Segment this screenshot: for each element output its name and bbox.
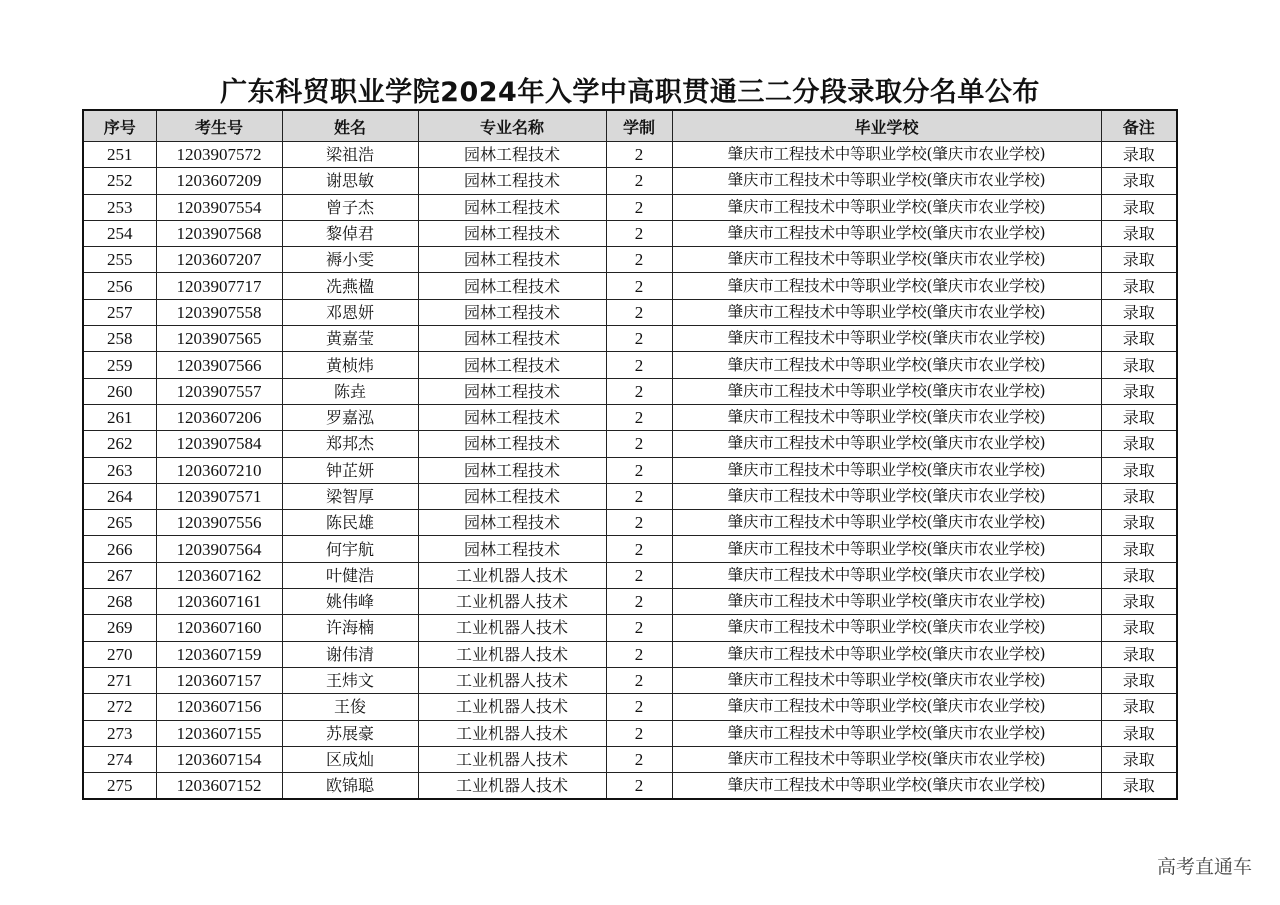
cell-exam-id: 1203607155 [156, 720, 282, 746]
cell-duration: 2 [606, 326, 672, 352]
cell-duration: 2 [606, 299, 672, 325]
cell-duration: 2 [606, 773, 672, 800]
cell-school: 肇庆市工程技术中等职业学校(肇庆市农业学校) [672, 273, 1101, 299]
cell-name: 冼燕楹 [282, 273, 418, 299]
cell-index: 265 [83, 510, 156, 536]
cell-index: 268 [83, 589, 156, 615]
cell-index: 258 [83, 326, 156, 352]
cell-school: 肇庆市工程技术中等职业学校(肇庆市农业学校) [672, 352, 1101, 378]
cell-remark: 录取 [1101, 299, 1177, 325]
cell-school: 肇庆市工程技术中等职业学校(肇庆市农业学校) [672, 483, 1101, 509]
cell-name: 王炜文 [282, 667, 418, 693]
cell-remark: 录取 [1101, 694, 1177, 720]
table-row [83, 667, 1177, 693]
column-header-major: 专业名称 [418, 110, 606, 142]
cell-duration: 2 [606, 589, 672, 615]
column-header-school: 毕业学校 [672, 110, 1101, 142]
cell-remark: 录取 [1101, 615, 1177, 641]
cell-school: 肇庆市工程技术中等职业学校(肇庆市农业学校) [672, 589, 1101, 615]
cell-duration: 2 [606, 168, 672, 194]
cell-exam-id: 1203607210 [156, 457, 282, 483]
cell-name: 曾子杰 [282, 194, 418, 220]
page-title: 广东科贸职业学院2024年入学中高职贯通三二分段录取分名单公布 [220, 77, 1040, 108]
table-row [83, 562, 1177, 588]
cell-name: 谢思敏 [282, 168, 418, 194]
cell-school: 肇庆市工程技术中等职业学校(肇庆市农业学校) [672, 615, 1101, 641]
table-row [83, 694, 1177, 720]
cell-remark: 录取 [1101, 194, 1177, 220]
cell-name: 王俊 [282, 694, 418, 720]
table-row [83, 194, 1177, 220]
cell-name: 区成灿 [282, 746, 418, 772]
cell-duration: 2 [606, 746, 672, 772]
cell-major: 园林工程技术 [418, 247, 606, 273]
cell-school: 肇庆市工程技术中等职业学校(肇庆市农业学校) [672, 510, 1101, 536]
cell-school: 肇庆市工程技术中等职业学校(肇庆市农业学校) [672, 773, 1101, 800]
cell-index: 264 [83, 483, 156, 509]
cell-index: 271 [83, 667, 156, 693]
cell-major: 园林工程技术 [418, 194, 606, 220]
cell-major: 园林工程技术 [418, 457, 606, 483]
cell-exam-id: 1203607206 [156, 404, 282, 430]
cell-index: 267 [83, 562, 156, 588]
cell-exam-id: 1203607157 [156, 667, 282, 693]
cell-school: 肇庆市工程技术中等职业学校(肇庆市农业学校) [672, 378, 1101, 404]
table-row [83, 615, 1177, 641]
cell-exam-id: 1203907572 [156, 142, 282, 168]
cell-exam-id: 1203607159 [156, 641, 282, 667]
cell-duration: 2 [606, 194, 672, 220]
cell-school: 肇庆市工程技术中等职业学校(肇庆市农业学校) [672, 404, 1101, 430]
cell-duration: 2 [606, 352, 672, 378]
cell-remark: 录取 [1101, 352, 1177, 378]
cell-index: 273 [83, 720, 156, 746]
cell-major: 园林工程技术 [418, 142, 606, 168]
cell-remark: 录取 [1101, 562, 1177, 588]
cell-major: 工业机器人技术 [418, 641, 606, 667]
cell-exam-id: 1203907557 [156, 378, 282, 404]
cell-exam-id: 1203907554 [156, 194, 282, 220]
cell-major: 园林工程技术 [418, 352, 606, 378]
cell-major: 园林工程技术 [418, 273, 606, 299]
cell-remark: 录取 [1101, 168, 1177, 194]
cell-name: 梁祖浩 [282, 142, 418, 168]
cell-duration: 2 [606, 667, 672, 693]
cell-name: 何宇航 [282, 536, 418, 562]
cell-exam-id: 1203907564 [156, 536, 282, 562]
cell-duration: 2 [606, 641, 672, 667]
cell-name: 谢伟清 [282, 641, 418, 667]
cell-remark: 录取 [1101, 720, 1177, 746]
cell-remark: 录取 [1101, 273, 1177, 299]
table-header-row [83, 110, 1177, 142]
cell-remark: 录取 [1101, 431, 1177, 457]
cell-duration: 2 [606, 510, 672, 536]
table-row [83, 378, 1177, 404]
cell-remark: 录取 [1101, 220, 1177, 246]
cell-index: 251 [83, 142, 156, 168]
cell-exam-id: 1203907558 [156, 299, 282, 325]
cell-school: 肇庆市工程技术中等职业学校(肇庆市农业学校) [672, 694, 1101, 720]
table-row [83, 299, 1177, 325]
cell-exam-id: 1203607156 [156, 694, 282, 720]
cell-duration: 2 [606, 273, 672, 299]
cell-school: 肇庆市工程技术中等职业学校(肇庆市农业学校) [672, 431, 1101, 457]
column-header-index: 序号 [83, 110, 156, 142]
cell-remark: 录取 [1101, 326, 1177, 352]
table-row [83, 641, 1177, 667]
cell-duration: 2 [606, 562, 672, 588]
cell-duration: 2 [606, 457, 672, 483]
cell-school: 肇庆市工程技术中等职业学校(肇庆市农业学校) [672, 457, 1101, 483]
cell-index: 262 [83, 431, 156, 457]
cell-remark: 录取 [1101, 589, 1177, 615]
cell-index: 266 [83, 536, 156, 562]
cell-remark: 录取 [1101, 510, 1177, 536]
table-row [83, 773, 1177, 800]
cell-name: 褥小雯 [282, 247, 418, 273]
cell-name: 苏展豪 [282, 720, 418, 746]
cell-index: 272 [83, 694, 156, 720]
cell-duration: 2 [606, 720, 672, 746]
cell-school: 肇庆市工程技术中等职业学校(肇庆市农业学校) [672, 536, 1101, 562]
cell-index: 254 [83, 220, 156, 246]
cell-remark: 录取 [1101, 247, 1177, 273]
cell-school: 肇庆市工程技术中等职业学校(肇庆市农业学校) [672, 641, 1101, 667]
cell-exam-id: 1203607154 [156, 746, 282, 772]
cell-exam-id: 1203907556 [156, 510, 282, 536]
table-row [83, 220, 1177, 246]
table-row [83, 273, 1177, 299]
cell-name: 罗嘉泓 [282, 404, 418, 430]
cell-major: 工业机器人技术 [418, 667, 606, 693]
cell-major: 园林工程技术 [418, 326, 606, 352]
cell-school: 肇庆市工程技术中等职业学校(肇庆市农业学校) [672, 720, 1101, 746]
cell-major: 园林工程技术 [418, 220, 606, 246]
cell-exam-id: 1203607152 [156, 773, 282, 800]
cell-school: 肇庆市工程技术中等职业学校(肇庆市农业学校) [672, 562, 1101, 588]
cell-remark: 录取 [1101, 641, 1177, 667]
cell-major: 工业机器人技术 [418, 746, 606, 772]
column-header-duration: 学制 [606, 110, 672, 142]
cell-major: 工业机器人技术 [418, 615, 606, 641]
cell-name: 郑邦杰 [282, 431, 418, 457]
table-row [83, 510, 1177, 536]
cell-exam-id: 1203907566 [156, 352, 282, 378]
cell-index: 257 [83, 299, 156, 325]
cell-remark: 录取 [1101, 746, 1177, 772]
table-row [83, 142, 1177, 168]
cell-major: 园林工程技术 [418, 404, 606, 430]
cell-school: 肇庆市工程技术中等职业学校(肇庆市农业学校) [672, 194, 1101, 220]
cell-index: 269 [83, 615, 156, 641]
cell-duration: 2 [606, 378, 672, 404]
cell-exam-id: 1203607161 [156, 589, 282, 615]
cell-index: 253 [83, 194, 156, 220]
cell-index: 255 [83, 247, 156, 273]
table-row [83, 746, 1177, 772]
cell-major: 工业机器人技术 [418, 773, 606, 800]
table-row [83, 536, 1177, 562]
cell-duration: 2 [606, 247, 672, 273]
cell-index: 261 [83, 404, 156, 430]
cell-duration: 2 [606, 220, 672, 246]
cell-duration: 2 [606, 142, 672, 168]
cell-exam-id: 1203607162 [156, 562, 282, 588]
admission-table [82, 109, 1178, 800]
cell-school: 肇庆市工程技术中等职业学校(肇庆市农业学校) [672, 299, 1101, 325]
cell-name: 黄嘉莹 [282, 326, 418, 352]
cell-name: 陈民雄 [282, 510, 418, 536]
cell-index: 275 [83, 773, 156, 800]
cell-remark: 录取 [1101, 404, 1177, 430]
watermark-text: 高考直通车 [1156, 856, 1252, 878]
cell-index: 256 [83, 273, 156, 299]
cell-duration: 2 [606, 404, 672, 430]
cell-major: 园林工程技术 [418, 431, 606, 457]
cell-school: 肇庆市工程技术中等职业学校(肇庆市农业学校) [672, 220, 1101, 246]
column-header-remark: 备注 [1101, 110, 1177, 142]
cell-major: 园林工程技术 [418, 510, 606, 536]
cell-exam-id: 1203907717 [156, 273, 282, 299]
cell-duration: 2 [606, 694, 672, 720]
cell-major: 园林工程技术 [418, 378, 606, 404]
cell-remark: 录取 [1101, 667, 1177, 693]
column-header-exam-id: 考生号 [156, 110, 282, 142]
table-row [83, 483, 1177, 509]
cell-major: 工业机器人技术 [418, 589, 606, 615]
cell-index: 274 [83, 746, 156, 772]
cell-exam-id: 1203607160 [156, 615, 282, 641]
cell-school: 肇庆市工程技术中等职业学校(肇庆市农业学校) [672, 247, 1101, 273]
cell-name: 黎倬君 [282, 220, 418, 246]
cell-name: 陈垚 [282, 378, 418, 404]
table-row [83, 404, 1177, 430]
cell-name: 姚伟峰 [282, 589, 418, 615]
cell-index: 270 [83, 641, 156, 667]
cell-name: 许海楠 [282, 615, 418, 641]
cell-duration: 2 [606, 536, 672, 562]
table-row [83, 589, 1177, 615]
cell-exam-id: 1203607209 [156, 168, 282, 194]
cell-major: 园林工程技术 [418, 536, 606, 562]
cell-remark: 录取 [1101, 378, 1177, 404]
cell-major: 园林工程技术 [418, 299, 606, 325]
cell-school: 肇庆市工程技术中等职业学校(肇庆市农业学校) [672, 746, 1101, 772]
cell-school: 肇庆市工程技术中等职业学校(肇庆市农业学校) [672, 142, 1101, 168]
cell-name: 黄桢炜 [282, 352, 418, 378]
cell-exam-id: 1203907565 [156, 326, 282, 352]
table-body [83, 142, 1177, 800]
cell-major: 工业机器人技术 [418, 720, 606, 746]
cell-exam-id: 1203907568 [156, 220, 282, 246]
cell-duration: 2 [606, 431, 672, 457]
cell-exam-id: 1203607207 [156, 247, 282, 273]
table-row [83, 247, 1177, 273]
cell-remark: 录取 [1101, 536, 1177, 562]
cell-exam-id: 1203907584 [156, 431, 282, 457]
cell-name: 欧锦聪 [282, 773, 418, 800]
cell-name: 邓恩妍 [282, 299, 418, 325]
cell-name: 钟芷妍 [282, 457, 418, 483]
column-header-name: 姓名 [282, 110, 418, 142]
table-row [83, 431, 1177, 457]
cell-name: 梁智厚 [282, 483, 418, 509]
cell-duration: 2 [606, 483, 672, 509]
table-row [83, 168, 1177, 194]
cell-index: 259 [83, 352, 156, 378]
cell-name: 叶健浩 [282, 562, 418, 588]
cell-index: 252 [83, 168, 156, 194]
table-row [83, 457, 1177, 483]
cell-major: 园林工程技术 [418, 483, 606, 509]
cell-index: 263 [83, 457, 156, 483]
cell-major: 园林工程技术 [418, 168, 606, 194]
cell-major: 工业机器人技术 [418, 694, 606, 720]
cell-duration: 2 [606, 615, 672, 641]
table-row [83, 352, 1177, 378]
cell-remark: 录取 [1101, 483, 1177, 509]
cell-major: 工业机器人技术 [418, 562, 606, 588]
cell-remark: 录取 [1101, 142, 1177, 168]
table-row [83, 720, 1177, 746]
cell-exam-id: 1203907571 [156, 483, 282, 509]
cell-school: 肇庆市工程技术中等职业学校(肇庆市农业学校) [672, 326, 1101, 352]
cell-remark: 录取 [1101, 773, 1177, 800]
cell-remark: 录取 [1101, 457, 1177, 483]
cell-index: 260 [83, 378, 156, 404]
cell-school: 肇庆市工程技术中等职业学校(肇庆市农业学校) [672, 168, 1101, 194]
table-row [83, 326, 1177, 352]
cell-school: 肇庆市工程技术中等职业学校(肇庆市农业学校) [672, 667, 1101, 693]
